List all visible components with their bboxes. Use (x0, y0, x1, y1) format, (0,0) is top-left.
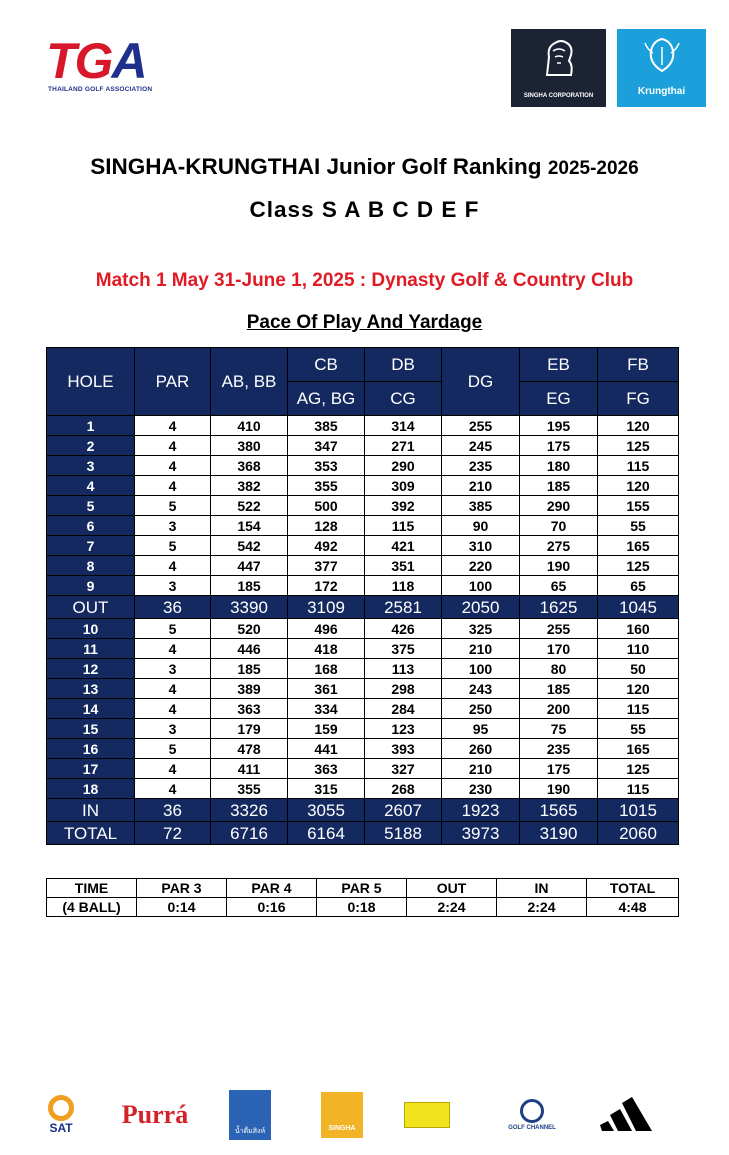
yardage-cell: 4 (135, 699, 211, 719)
yardage-cell: 80 (520, 659, 598, 679)
yardage-cell: 385 (442, 496, 520, 516)
pace-header-par5: PAR 5 (317, 879, 407, 898)
yardage-cell: 353 (288, 456, 365, 476)
yardage-cell: 426 (365, 619, 442, 639)
yardage-cell: 5 (135, 619, 211, 639)
hole-cell: IN (47, 799, 135, 822)
pace-value-row (47, 898, 679, 917)
yardage-cell: 55 (598, 719, 679, 739)
yardage-cell: 125 (598, 759, 679, 779)
yardage-cell: 3109 (288, 596, 365, 619)
yardage-cell: 255 (442, 416, 520, 436)
golf-channel-icon (520, 1099, 544, 1123)
yardage-cell: 168 (288, 659, 365, 679)
yardage-cell: 4 (135, 436, 211, 456)
total-row (47, 822, 679, 845)
tga-logo (46, 33, 174, 98)
table-row (47, 679, 679, 699)
yardage-cell: 496 (288, 619, 365, 639)
yardage-cell: 3326 (211, 799, 288, 822)
header-db: DB (365, 348, 442, 382)
yardage-cell: 90 (442, 516, 520, 536)
yardage-cell: 255 (520, 619, 598, 639)
hole-cell: 9 (47, 576, 135, 596)
adidas-logo (596, 1085, 666, 1145)
yardage-cell: 1625 (520, 596, 598, 619)
yardage-cell: 4 (135, 759, 211, 779)
yardage-cell: 159 (288, 719, 365, 739)
yardage-cell: 290 (365, 456, 442, 476)
hole-cell: 15 (47, 719, 135, 739)
header-cg: CG (365, 382, 442, 416)
yardage-cell: 210 (442, 639, 520, 659)
yardage-cell: 100 (442, 576, 520, 596)
garuda-icon (643, 35, 681, 75)
yardage-cell: 115 (365, 516, 442, 536)
yardage-cell: 310 (442, 536, 520, 556)
yardage-cell: 385 (288, 416, 365, 436)
adidas-stripes-icon (600, 1095, 662, 1135)
yardage-cell: 4 (135, 679, 211, 699)
yardage-cell: 3055 (288, 799, 365, 822)
pace-value-par3: 0:14 (137, 898, 227, 917)
header-row-1 (47, 348, 679, 382)
pace-header-par4: PAR 4 (227, 879, 317, 898)
yardage-cell: 3 (135, 719, 211, 739)
hole-cell: 12 (47, 659, 135, 679)
hole-cell: 11 (47, 639, 135, 659)
yardage-cell: 165 (598, 739, 679, 759)
yardage-cell: 180 (520, 456, 598, 476)
pace-value-par5: 0:18 (317, 898, 407, 917)
yardage-cell: 290 (520, 496, 598, 516)
hole-cell: 4 (47, 476, 135, 496)
yardage-cell: 50 (598, 659, 679, 679)
yardage-cell: 1923 (442, 799, 520, 822)
yardage-cell: 123 (365, 719, 442, 739)
yellow-sponsor-logo (404, 1085, 450, 1145)
yardage-cell: 446 (211, 639, 288, 659)
yardage-cell: 5 (135, 739, 211, 759)
singha-beer-text: SINGHA (321, 1092, 363, 1138)
page-title (0, 154, 729, 180)
yardage-cell: 309 (365, 476, 442, 496)
yardage-cell: 36 (135, 596, 211, 619)
yardage-cell: 175 (520, 759, 598, 779)
yardage-cell: 421 (365, 536, 442, 556)
yardage-cell: 6164 (288, 822, 365, 845)
yardage-table (46, 347, 679, 845)
yardage-cell: 389 (211, 679, 288, 699)
yardage-cell: 1015 (598, 799, 679, 822)
hole-cell: 10 (47, 619, 135, 639)
yardage-cell: 125 (598, 436, 679, 456)
yardage-cell: 65 (520, 576, 598, 596)
tga-letters: TGA (46, 33, 146, 89)
yardage-cell: 4 (135, 556, 211, 576)
yardage-cell: 377 (288, 556, 365, 576)
yardage-cell: 195 (520, 416, 598, 436)
yardage-cell: 120 (598, 679, 679, 699)
hole-cell: 8 (47, 556, 135, 576)
yardage-cell: 3 (135, 516, 211, 536)
yardage-cell: 235 (442, 456, 520, 476)
pace-header-in: IN (497, 879, 587, 898)
yardage-cell: 271 (365, 436, 442, 456)
yardage-cell: 411 (211, 759, 288, 779)
header-eb: EB (520, 348, 598, 382)
yardage-cell: 55 (598, 516, 679, 536)
golf-channel-logo (502, 1085, 562, 1145)
yardage-cell: 172 (288, 576, 365, 596)
yardage-cell: 5 (135, 536, 211, 556)
yardage-cell: 154 (211, 516, 288, 536)
yardage-cell: 210 (442, 476, 520, 496)
yellow-badge-icon (404, 1102, 450, 1128)
yardage-cell: 382 (211, 476, 288, 496)
yardage-cell: 175 (520, 436, 598, 456)
yardage-cell: 170 (520, 639, 598, 659)
table-row (47, 739, 679, 759)
header-cb: CB (288, 348, 365, 382)
yardage-cell: 4 (135, 456, 211, 476)
header-hole: HOLE (47, 348, 135, 416)
header-ag-bg: AG, BG (288, 382, 365, 416)
yardage-cell: 3 (135, 659, 211, 679)
singha-beer-logo (320, 1085, 364, 1145)
yardage-cell: 260 (442, 739, 520, 759)
yardage-cell: 325 (442, 619, 520, 639)
yardage-cell: 235 (520, 739, 598, 759)
yardage-cell: 155 (598, 496, 679, 516)
match-info: Match 1 May 31-June 1, 2025 : Dynasty Golf & Country Club (95, 270, 634, 291)
hole-cell: 7 (47, 536, 135, 556)
yardage-cell: 542 (211, 536, 288, 556)
season-years: 2025-2026 (547, 158, 639, 179)
yardage-cell: 3973 (442, 822, 520, 845)
header-dg: DG (442, 348, 520, 416)
yardage-cell: 190 (520, 779, 598, 799)
yardage-cell: 275 (520, 536, 598, 556)
pace-value-total: 4:48 (587, 898, 679, 917)
yardage-cell: 3 (135, 576, 211, 596)
yardage-cell: 355 (211, 779, 288, 799)
yardage-cell: 447 (211, 556, 288, 576)
table-row (47, 416, 679, 436)
yardage-cell: 5 (135, 496, 211, 516)
singha-corporation-logo (511, 29, 606, 107)
yardage-cell: 351 (365, 556, 442, 576)
class-title: Class S A B C D E F (249, 197, 480, 222)
yardage-cell: 375 (365, 639, 442, 659)
yardage-cell: 4 (135, 639, 211, 659)
yardage-cell: 120 (598, 476, 679, 496)
yardage-cell: 520 (211, 619, 288, 639)
yardage-cell: 392 (365, 496, 442, 516)
pace-header-row (47, 879, 679, 898)
pace-value-time: (4 BALL) (47, 898, 137, 917)
yardage-cell: 4 (135, 476, 211, 496)
pace-header-time: TIME (47, 879, 137, 898)
hole-cell: 14 (47, 699, 135, 719)
yardage-cell: 347 (288, 436, 365, 456)
yardage-cell: 410 (211, 416, 288, 436)
hole-cell: 18 (47, 779, 135, 799)
pace-header-par3: PAR 3 (137, 879, 227, 898)
pace-value-par4: 0:16 (227, 898, 317, 917)
header-ab-bb: AB, BB (211, 348, 288, 416)
yardage-cell: 65 (598, 576, 679, 596)
pace-value-in: 2:24 (497, 898, 587, 917)
yardage-cell: 393 (365, 739, 442, 759)
table-row (47, 556, 679, 576)
yardage-cell: 334 (288, 699, 365, 719)
yardage-cell: 522 (211, 496, 288, 516)
yardage-cell: 245 (442, 436, 520, 456)
pace-value-out: 2:24 (407, 898, 497, 917)
yardage-cell: 361 (288, 679, 365, 699)
yardage-cell: 2581 (365, 596, 442, 619)
yardage-cell: 210 (442, 759, 520, 779)
yardage-cell: 2050 (442, 596, 520, 619)
out-row (47, 596, 679, 619)
hole-cell: 6 (47, 516, 135, 536)
yardage-cell: 200 (520, 699, 598, 719)
yardage-cell: 185 (211, 659, 288, 679)
table-row (47, 456, 679, 476)
yardage-cell: 284 (365, 699, 442, 719)
yardage-cell: 268 (365, 779, 442, 799)
header-par: PAR (135, 348, 211, 416)
hole-cell: 5 (47, 496, 135, 516)
yardage-cell: 500 (288, 496, 365, 516)
header-fb: FB (598, 348, 679, 382)
yardage-cell: 3190 (520, 822, 598, 845)
pace-header-total: TOTAL (587, 879, 679, 898)
yardage-cell: 368 (211, 456, 288, 476)
hole-cell: TOTAL (47, 822, 135, 845)
header-eg: EG (520, 382, 598, 416)
yardage-cell: 2607 (365, 799, 442, 822)
yardage-cell: 315 (288, 779, 365, 799)
hole-cell: OUT (47, 596, 135, 619)
yardage-cell: 115 (598, 699, 679, 719)
yardage-cell: 95 (442, 719, 520, 739)
yardage-cell: 1045 (598, 596, 679, 619)
yardage-cell: 110 (598, 639, 679, 659)
yardage-cell: 120 (598, 416, 679, 436)
yardage-cell: 190 (520, 556, 598, 576)
yardage-cell: 478 (211, 739, 288, 759)
yardage-cell: 185 (520, 476, 598, 496)
yardage-cell: 250 (442, 699, 520, 719)
krungthai-caption: Krungthai (637, 86, 686, 97)
yardage-cell: 380 (211, 436, 288, 456)
table-row (47, 516, 679, 536)
table-row (47, 436, 679, 456)
yardage-cell: 5188 (365, 822, 442, 845)
table-row (47, 476, 679, 496)
golf-channel-text: GOLF CHANNEL (508, 1125, 556, 1131)
yardage-cell: 2060 (598, 822, 679, 845)
sat-text: SAT (49, 1121, 73, 1135)
yardage-cell: 115 (598, 456, 679, 476)
hole-cell: 17 (47, 759, 135, 779)
yardage-cell: 4 (135, 416, 211, 436)
yardage-cell: 179 (211, 719, 288, 739)
sponsor-strip (36, 1085, 686, 1145)
yardage-cell: 4 (135, 779, 211, 799)
yardage-cell: 6716 (211, 822, 288, 845)
yardage-cell: 115 (598, 779, 679, 799)
yardage-cell: 128 (288, 516, 365, 536)
purra-logo: Purrá (121, 1100, 189, 1129)
hole-cell: 2 (47, 436, 135, 456)
pace-table (46, 878, 679, 917)
pace-header-out: OUT (407, 879, 497, 898)
table-row (47, 779, 679, 799)
yardage-cell: 165 (598, 536, 679, 556)
hole-cell: 1 (47, 416, 135, 436)
yardage-cell: 243 (442, 679, 520, 699)
yardage-cell: 75 (520, 719, 598, 739)
yardage-cell: 230 (442, 779, 520, 799)
yardage-cell: 492 (288, 536, 365, 556)
yardage-cell: 185 (211, 576, 288, 596)
hole-cell: 3 (47, 456, 135, 476)
yardage-cell: 418 (288, 639, 365, 659)
hole-cell: 16 (47, 739, 135, 759)
yardage-cell: 220 (442, 556, 520, 576)
krungthai-logo (617, 29, 706, 107)
table-row (47, 639, 679, 659)
yardage-cell: 3390 (211, 596, 288, 619)
yardage-cell: 355 (288, 476, 365, 496)
sat-ring-icon (48, 1095, 74, 1121)
yardage-cell: 36 (135, 799, 211, 822)
yardage-cell: 363 (211, 699, 288, 719)
yardage-cell: 118 (365, 576, 442, 596)
table-row (47, 719, 679, 739)
hole-cell: 13 (47, 679, 135, 699)
table-row (47, 619, 679, 639)
title-text: SINGHA-KRUNGTHAI Junior Golf Ranking (90, 154, 542, 179)
yardage-cell: 314 (365, 416, 442, 436)
yardage-cell: 125 (598, 556, 679, 576)
singha-caption: SINGHA CORPORATION (523, 93, 594, 99)
lion-icon (539, 35, 579, 79)
in-row (47, 799, 679, 822)
yardage-cell: 327 (365, 759, 442, 779)
header-fg: FG (598, 382, 679, 416)
yardage-cell: 72 (135, 822, 211, 845)
singha-water-logo (228, 1085, 272, 1145)
table-row (47, 699, 679, 719)
yardage-cell: 113 (365, 659, 442, 679)
yardage-cell: 363 (288, 759, 365, 779)
yardage-cell: 70 (520, 516, 598, 536)
table-row (47, 536, 679, 556)
table-row (47, 496, 679, 516)
table-row (47, 576, 679, 596)
tga-subtitle: THAILAND GOLF ASSOCIATION (48, 86, 153, 93)
singha-water-text: น้ำดื่มสิงห์ (229, 1090, 271, 1140)
table-row (47, 759, 679, 779)
yardage-cell: 100 (442, 659, 520, 679)
table-row (47, 659, 679, 679)
yardage-cell: 298 (365, 679, 442, 699)
yardage-cell: 185 (520, 679, 598, 699)
yardage-cell: 441 (288, 739, 365, 759)
yardage-cell: 1565 (520, 799, 598, 822)
yardage-cell: 160 (598, 619, 679, 639)
sat-logo (36, 1085, 86, 1145)
section-title: Pace Of Play And Yardage (246, 312, 483, 333)
